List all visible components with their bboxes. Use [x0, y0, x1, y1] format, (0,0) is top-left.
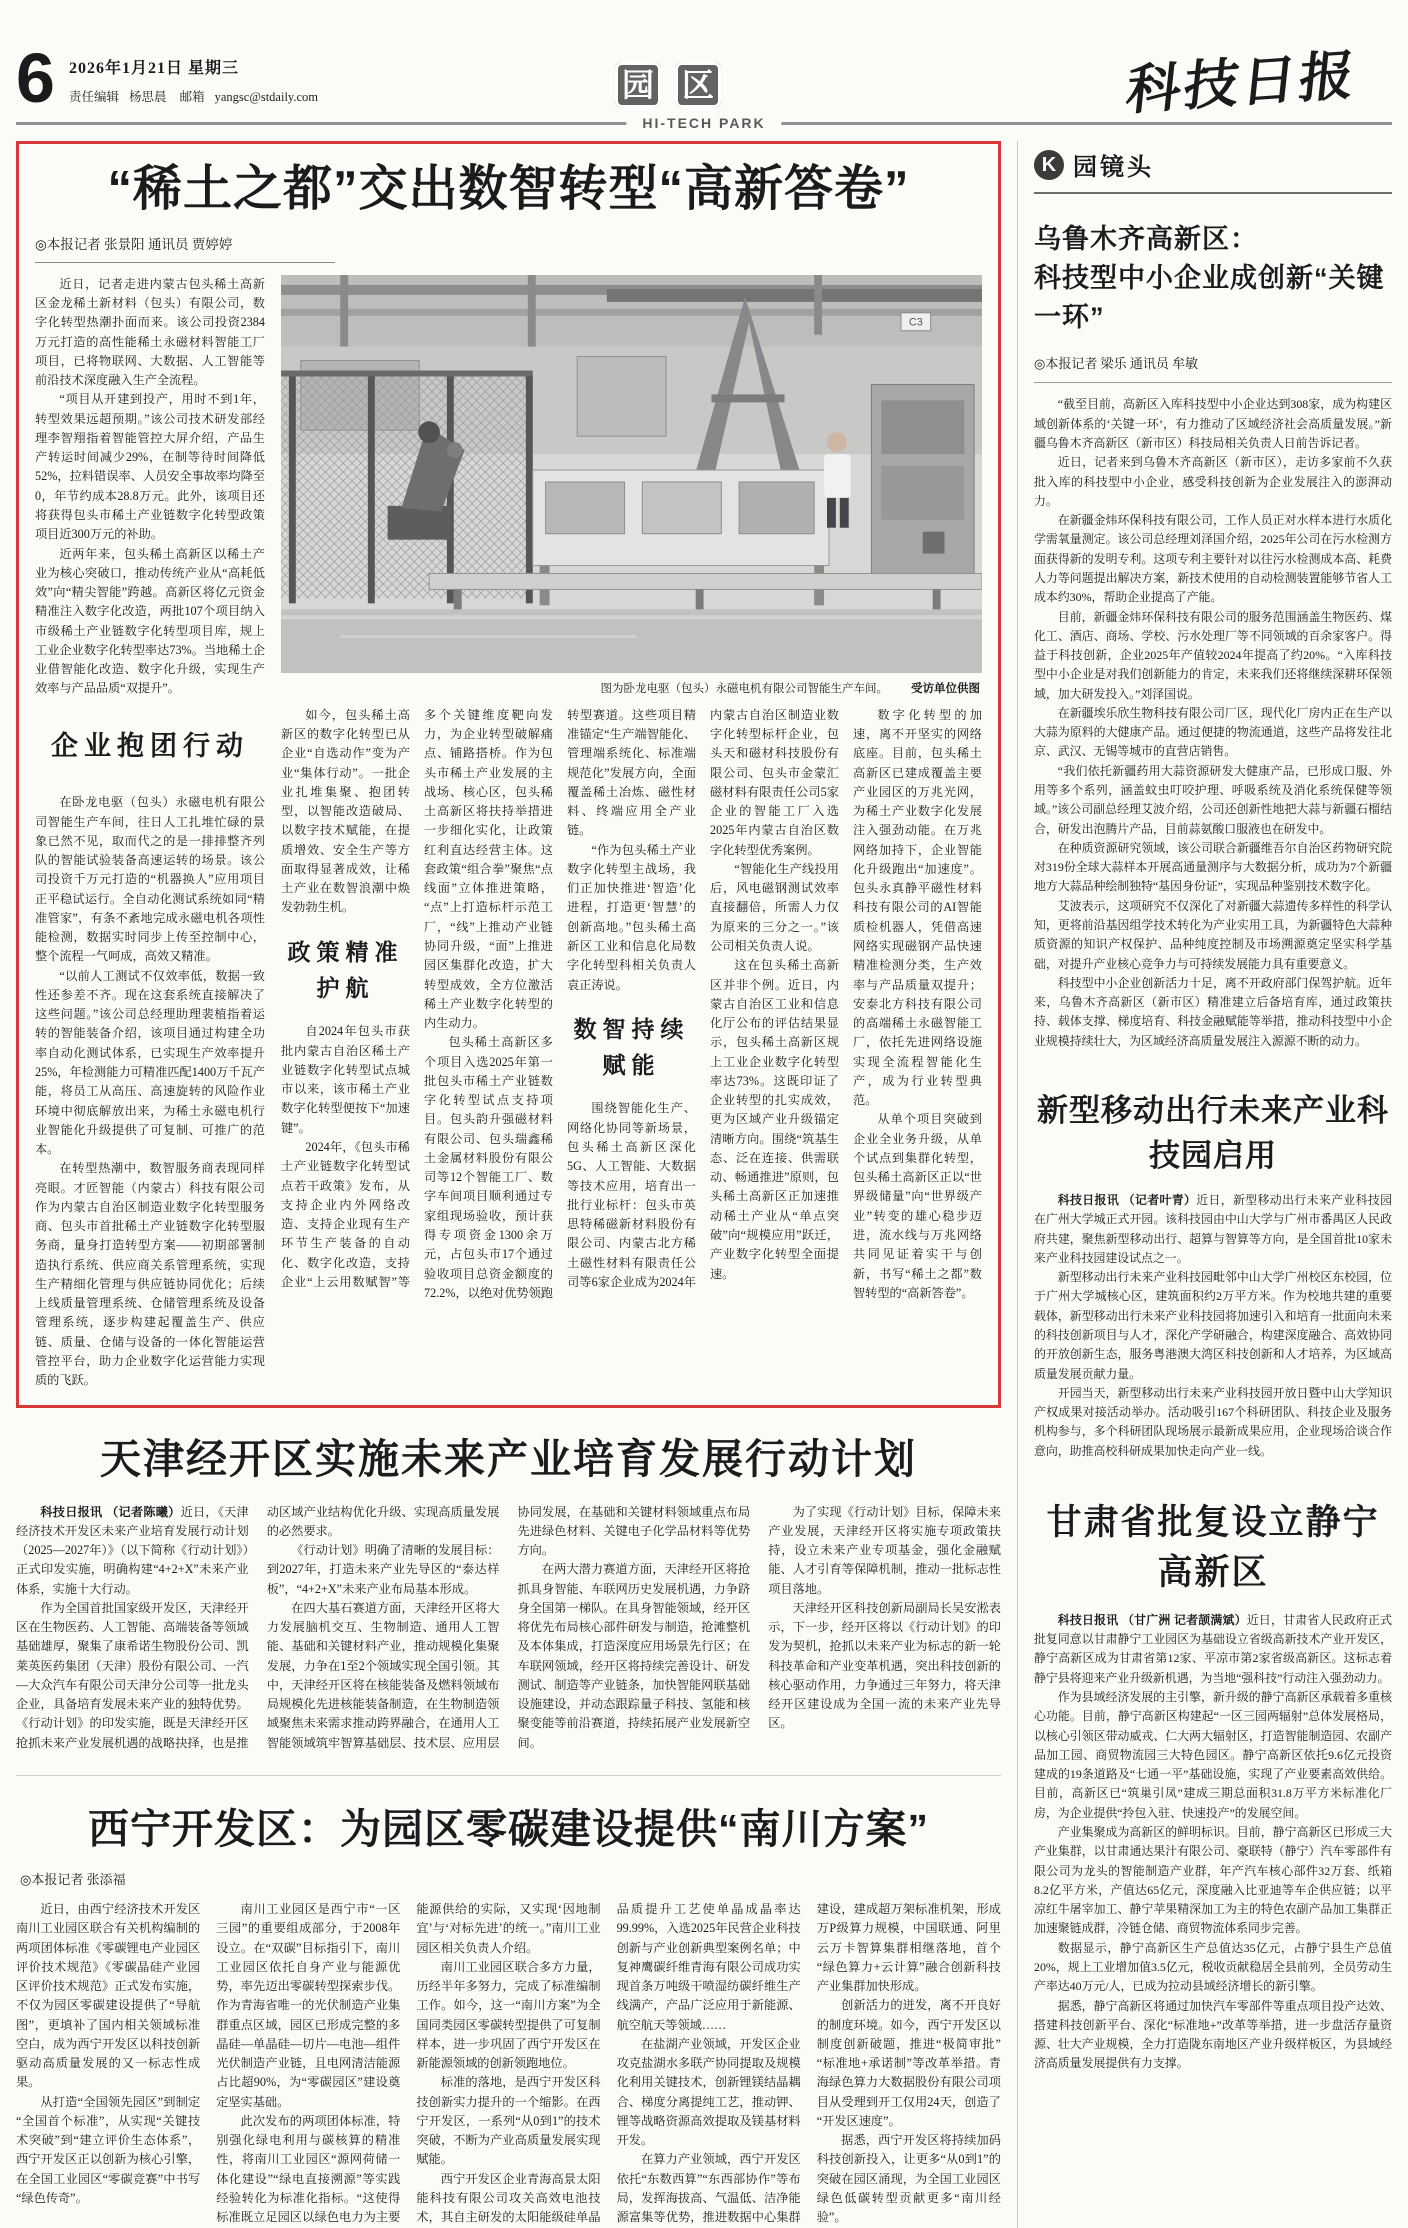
main-article-flow — [281, 706, 982, 1303]
photo-caption — [283, 680, 980, 696]
paragraph: 开园当天，新型移动出行未来产业科技园开放日暨中山大学知识产权成果对接活动举办。活动吸引167个科研团队、科技企业及服务机构参与，多个科研团队现场展示最新成果应用，企业现场洽谈合作意向，助推高校科研成果加快走向产业一线。 — [1034, 1385, 1392, 1458]
factory-photo — [281, 275, 982, 673]
mobility-headline: 新型移动出行未来产业科技园启用 — [1037, 1092, 1389, 1173]
urumqi-headline-line1: 乌鲁木齐高新区： — [1034, 224, 1258, 254]
k-circle-icon: K — [1034, 150, 1064, 180]
urumqi-story — [1034, 220, 1392, 1051]
paragraph: 围绕智能化生产、网络化协同等新场景，包头稀土高新区深化5G、人工智能、大数据等技术应用，培育出一批行业标杆：包头市英思特稀磁新材料股份有限公司、内蒙古北方稀土磁性材料有限责任公司等6家企业成为2024年内蒙古自治区制造业数字化转型标杆企业，包头天和磁材科技股份有限公司、包头市金蒙汇磁材料有限责任公司5家企业的智能工厂入选2025年内蒙古自治区数字化转型优秀案例。 — [567, 707, 839, 1289]
section-logo-char-2: 区 — [675, 62, 721, 108]
section-subhead: 数智持续赋能 — [573, 1015, 690, 1079]
paragraph: “智能化生产线投用后，风电磁钢测试效率直接翻倍，所需人力仅为原来的三分之一。”该公司相关负责人说。 — [710, 861, 839, 953]
paragraph: 科技日报讯 （记者叶青）近日，新型移动出行未来产业科技园在广州大学城正式开园。该科技园由中山大学与广州市番禺区人民政府共建，聚焦新型移动出行、超算与智算等方向，是全国首批10家未来产业科技园建设试点之一。 — [1034, 1192, 1392, 1265]
paragraph: 包头稀土高新区多个项目入选2025年第一批包头市稀土产业链数字化转型试点支持项目。包头韵升强磁材料有限公司、包头瑞鑫稀土金属材料股份有限公司等12个智能工厂、数字车间项目顺利通过专家组现场验收，预计获得专项资金1300余万元，占包头市17个通过验收项目总资金额度的72.2%，以绝对优势领跑转型赛道。这些项目精准锚定“生产端智能化、管理端系统化、标准端规范化”发展方向，全面覆盖稀土冶炼、磁性材料、终端应用全产业链。 — [424, 707, 696, 1300]
paragraph: 近两年来，包头稀土高新区以稀土产业为核心突破口，推动传统产业从“高耗低效”向“精尖智能”跨越。高新区将亿元资金精准注入数字化改造，两批107个项目纳入市级稀土产业链数字化转型项目库，规上工业企业数字化转型率达73%。当地稀土企业借智能化改造、数字化升级，实现生产效率与产品品质“双提升”。 — [35, 546, 265, 696]
urumqi-body — [1034, 395, 1392, 1051]
paragraph: 在转型热潮中，数智服务商表现同样亮眼。才匠智能（内蒙古）科技有限公司作为内蒙古自治区制造业数字化转型服务商、包头市首批稀土产业链数字化转型服务商，量身打造转型方案——初期部署制造执行系统、供应商关系管理系统，实现生产精细化管理与供应链协同优化；后续上线质量管理系统、仓储管理系统及设备管理系统，逐步构建起覆盖生产、供应链、质量、仓储与设备的一体化智能运营管控平台，助力企业数字化运营能力实现质的飞跃。 — [35, 1161, 265, 1388]
paragraph: 从打造“全国领先园区”到制定“全国首个标准”，从实现“关键技术突破”到“建立评价生态体系”，西宁开发区正以创新为核心引擎，在全国工业园区“零碳竞赛”中书写“绿色传奇”。 — [16, 2094, 201, 2205]
paragraph: 在两大潜力赛道方面，天津经开区将抢抓具身智能、车联网历史发展机遇，力争跻身全国第一梯队。在具身智能领域，经开区将优先布局核心部件研发与制造，抢滩整机及本体集成，打造深度应用场景先行区；在车联网领域，经开区将持续完善设计、研发测试、制造等产业链条，加快智能网联基础设施建设，并动态跟踪量子科技、氢能和核聚变能等前沿赛道，持续拓展产业发展新空间。 — [517, 1562, 751, 1750]
paragraph: 近日，由西宁经济技术开发区南川工业园区联合有关机构编制的两项团体标准《零碳锂电产业园区评价技术规范》《零碳晶硅产业园区评价技术规范》正式发布实施，不仅为园区零碳建设提供了“导航图”，更填补了国内相关领域标准空白，成为西宁开发区以科技创新驱动高质量发展的又一标志性成果。 — [16, 1901, 201, 2090]
paragraph: 创新活力的迸发，离不开良好的制度环境。如今，西宁开发区以制度创新破题，推进“极简审批”“标准地+承诺制”等改革举措。青海绿色算力大数据股份有限公司项目从受理到开工仅用24天，创造了“开发区速度”。 — [816, 1998, 1001, 2128]
header-rule — [16, 115, 1392, 131]
email-address: yangsc@stdaily.com — [214, 90, 318, 104]
tianjin-headline: 天津经开区实施未来产业培育发展行动计划 — [100, 1435, 917, 1482]
header-meta — [69, 55, 328, 108]
paragraph: 《行动计划》明确了清晰的发展目标：到2027年，打造未来产业先导区的“泰达样板”，“4+2+X”未来产业布局基本形成。 — [266, 1543, 500, 1596]
paragraph: 作为全国首批国家级开发区，天津经开区在生物医药、人工智能、高端装备等领域基础雄厚，聚集了康希诺生物股份公司、凯莱英医药集团（天津）股份有限公司、一汽—大众汽车有限公司天津分公司等一批龙头企业，具备培育发展未来产业的独特优势。《行动计划》的印发实施，既是天津经开区抢抓未来产业发展机遇的战略抉择，也是推动区域产业结构优化升级、实现高质量发展的必然要求。 — [16, 1504, 500, 1750]
paragraph: “作为包头稀土产业数字化转型主战场，我们正加快推进‘智造’化进程，打造更‘智慧’的创新高地。”包头稀土高新区工业和信息化局数字化转型科相关负责人袁正涛说。 — [567, 842, 696, 992]
main-photo-area — [281, 275, 982, 1391]
photo-caption-text: 图为卧龙电驱（包头）永磁电机有限公司智能生产车间。 — [600, 682, 888, 695]
paragraph: 南川工业园区联合多方力量，历经半年多努力，完成了标准编制工作。如今，这一“南川方案”为全国同类园区零碳转型提供了可复制样本，进一步巩固了西宁开发区在新能源领域的创新领跑地位。 — [416, 1959, 601, 2071]
paragraph: 从单个项目突破到企业全业务升级，从单个试点到集群化转型，包头稀土高新区正以“世界级储量”向“世界级产业”转变的雄心稳步迈进，流水线与万兆网络共同见证着实干与创新，书写“稀土之都”数智转型的“高新答卷”。 — [853, 1112, 982, 1300]
paragraph: 自2024年包头市获批内蒙古自治区稀土产业链数字化转型试点城市以来，该市稀土产业数字化转型便按下“加速键”。 — [281, 1024, 410, 1135]
right-rail — [1017, 141, 1392, 2228]
paragraph: “我们依托新疆药用大蒜资源研发大健康产品，已形成口服、外用等多个系列，涵盖蚊虫叮咬护理、呼吸系统及消化系统保健等领域。”该公司副总经理艾波介绍，公司还创新性地把大蒜与新疆石榴结合，研发出泡腾片产品，目前蒜氨酸口服液也在研发中。 — [1034, 763, 1392, 836]
gansu-body — [1034, 1611, 1392, 2074]
urumqi-byline: ◎本报记者 梁乐 通讯员 牟敏 — [1034, 353, 1392, 383]
section-name-en: HI-TECH PARK — [626, 115, 781, 131]
section-subhead: 政策精准护航 — [287, 938, 404, 1002]
paragraph: 据悉，西宁开发区将持续加码科技创新投入，让更多“从0到1”的突破在园区涌现，为全国工业园区绿色低碳转型贡献更多“南川经验”。 — [816, 2133, 1001, 2225]
paragraph: 如今，包头稀土高新区的数字化转型已从企业“自选动作”变为产业“集体行动”。一批企业扎堆集聚、抱团转型，以智能改造破局、以数字技术赋能，在提质增效、安全生产等方面取得显著成效，让稀土产业在数智浪潮中焕发勃勃生机。 — [281, 707, 410, 915]
section-logo — [608, 62, 728, 108]
paragraph: 新型移动出行未来产业科技园毗邻中山大学广州校区东校园，位于广州大学城核心区，建筑面积约2万平方米。作为校地共建的重要载体，新型移动出行未来产业科技园将加速引入和培育一批面向未来的科技创新项目与人才，深化产学研融合，构建深度融合、高效协同的开放创新生态，服务粤港澳大湾区科技创新和人才培养，为区域高质量发展贡献力量。 — [1034, 1270, 1392, 1381]
park-lens-label: 园镜头 — [1073, 154, 1154, 181]
paragraph: 在卧龙电驱（包头）永磁电机有限公司智能生产车间，往日人工扎堆忙碌的景象已然不见，取而代之的是一排排整齐列队的智能试验装备高速运转的场景。该公司投资千万元打造的“机器换人”应用项目正平稳试运行。全自动化测试系统如同“精准管家”，有条不紊地完成永磁电机各项性能检测，数据实时同步上传至控制中心，整个流程一气呵成，高效又精准。 — [35, 795, 265, 964]
urumqi-headline — [1034, 220, 1392, 337]
paragraph: “项目从开建到投产，用时不到1年，转型效果远超预期。”该公司技术研发部经理李智翔指着智能管控大屏介绍，产品生产转运时间减少29%，在制等待时间降低52%，拉料错误率、人员安全事故率均降至0，年节约成本28.8万元。此外，该项目还将获得包头市稀土产业链数字化转型政策项目近300万元的补助。 — [35, 392, 265, 542]
editor-name: 杨思晨 — [128, 90, 167, 104]
paragraph: 产业集聚成为高新区的鲜明标识。目前，静宁高新区已形成三大产业集群，以甘肃通达果汁有限公司、豪联特（静宁）汽车零部件有限公司为龙头的智能制造产业群，年产汽车核心部件32万套、纸箱8.2亿平方米，产值达65亿元，深度融入比亚迪等车企供应链；以平凉红牛屠宰加工、静宁苹果精深加工为主的特色农副产品加工集群正加速聚链成群，冷链仓储、商贸物流体系同步完善。 — [1034, 1825, 1392, 1936]
content-grid — [16, 141, 1392, 2228]
paragraph: 数字化转型的加速，离不开坚实的网络底座。目前，包头稀土高新区已建成覆盖主要产业园区的万兆光网，为稀土产业数字化发展注入强劲动能。在万兆网络加持下，企业智能化升级跑出“加速度”。包头永真静平磁性材料科技有限公司的AI智能质检机器人，凭借高速网络实现磁钢产品快速精准检测分类，生产效率与产品质量双提升；安泰北方科技有限公司的高端稀土永磁智能工厂，依托先进网络设施实现全流程智能化生产，成为行业转型典范。 — [853, 707, 982, 1108]
paragraph: “截至目前，高新区入库科技型中小企业达到308家，成为构建区域创新体系的‘关键一环’，有力推动了区域经济社会高质量发展。”新疆乌鲁木齐高新区（新市区）科技局相关负责人日前告诉记者。 — [1034, 397, 1392, 450]
header-left — [16, 38, 328, 117]
gansu-headline: 甘肃省批复设立静宁高新区 — [1046, 1502, 1380, 1592]
paragraph: 科技日报讯 （记者陈曦）近日，《天津经济技术开发区未来产业培育发展行动计划（2025—2027年）》（以下简称《行动计划》）正式印发实施，明确构建“4+2+X”未来产业体系，实施十大行动。 — [16, 1504, 249, 1596]
editor-line — [69, 87, 328, 105]
photo-credit: 受访单位供图 — [911, 682, 980, 695]
urumqi-headline-line2: 科技型中小企业成创新“关键一环” — [1034, 263, 1385, 333]
xining-headline: 西宁开发区：为园区零碳建设提供“南川方案” — [88, 1805, 929, 1852]
photo-sign-label: C3 — [908, 316, 923, 329]
editor-label: 责任编辑 — [68, 90, 119, 104]
xining-byline: ◎本报记者 张添福 — [20, 1871, 126, 1887]
paragraph: 南川工业园区是西宁市“一区三园”的重要组成部分，于2008年设立。在“双碳”目标指引下，南川工业园区依托自身产业与能源优势，率先迈出零碳转型探索步伐。作为青海省唯一的光伏制造产业集群重点区域，园区已形成完整的多晶硅—单晶硅—切片—电池—组件光伏制造产业链，且电网清洁能源占比超90%，为“零碳园区”建设奠定坚实基础。 — [216, 1901, 401, 2109]
park-lens-badge — [1034, 147, 1392, 194]
paragraph: 目前，新疆金炜环保科技有限公司的服务范围涵盖生物医药、煤化工、酒店、商场、学校、污水处理厂等不同领域的百余家客户。得益于科技创新，企业2025年产值较2024年提高了约20%。“入库科技型中小企业是对我们创新能力的肯定，未来我们还将继续深耕环保领域，加大研发投入。”刘泽国说。 — [1034, 609, 1392, 701]
section-subhead: 企业抱团行动 — [51, 730, 249, 761]
paragraph: 此次发布的两项团体标准，特别强化绿电利用与碳核算的精准性，将南川工业园区“源网荷储一体化建设”“绿电直接溯源”等实践经验转化为标准化指标。“这使得标准既立足园区以绿色电力为主要能源供给的实际，又实现‘因地制宜’与‘对标先进’的统一。”南川工业园区相关负责人介绍。 — [216, 1901, 601, 2225]
paragraph: 作为县域经济发展的主引擎，新升级的静宁高新区承载着多重核心功能。目前，静宁高新区构建起“一区三园两辐射”总体发展格局，以核心引领区带动威戎、仁大两大辐射区，打造智能制造园、农副产品加工园、商贸物流园三大特色园区。静宁高新区依托9.6亿元投资建成的19条道路及“七通一平”基础设施，实现了产业要素高效供给。目前，高新区已“筑巢引凤”建成三期总面积31.8万平方米标准化厂房，为企业提供“拎包入驻、快速投产”的发展空间。 — [1034, 1690, 1392, 1820]
main-byline: ◎本报记者 张景阳 通讯员 贾婷婷 — [35, 233, 335, 263]
mobility-story — [1034, 1085, 1392, 1461]
paragraph: 在算力产业领域，西宁开发区依托“东数西算”“东西部协作”等布局，发挥海拔高、气温低、洁净能源富集等优势，推进数据中心集群建设，建成超万架标准机架，形成万P级算力规模，中国联通、阿里云万卡智算集群相继落地，首个“绿色算力+云计算”融合创新科技产业集群加快形成。 — [616, 1901, 1001, 2225]
main-area — [16, 141, 1001, 2228]
paragraph: 近日，记者来到乌鲁木齐高新区（新市区），走访多家前不久获批入库的科技型中小企业，感受科技创新为企业发展注入的澎湃动力。 — [1034, 455, 1392, 508]
paragraph: 近日，记者走进内蒙古包头稀土高新区金龙稀土新材料（包头）有限公司，数字化转型热潮扑面而来。该公司投资2384万元打造的高性能稀土永磁材料智能工厂项目，已将物联网、大数据、人工智能等前沿技术深度融入生产全流程。 — [35, 276, 265, 388]
paragraph: 在种质资源研究领域，该公司联合新疆维吾尔自治区药物研究院对319份全球大蒜样本开展高通量测序与大数据分析，成功为7个新疆地方大蒜品种绘制独特“基因身份证”，实现品种鉴别技术数字化。 — [1034, 840, 1392, 894]
paragraph: 标准的落地，是西宁开发区科技创新实力提升的一个缩影。在西宁开发区，一系列“从0到1”的技术突破，不断为产业高质量发展实现赋能。 — [416, 2075, 601, 2167]
section-logo-char-1: 园 — [615, 62, 661, 108]
main-left-column — [35, 275, 265, 1391]
paragraph: 这在包头稀土高新区并非个例。近日，内蒙古自治区工业和信息化厅公布的评估结果显示，包头稀土高新区规上工业企业数字化转型率达73%。这既印证了企业转型的扎实成效，更为区域产业升级锚定清晰方向。围绕“筑基生态、泛在连接、供需联动、畅通推进”原则，包头稀土高新区正加速推动稀土产业从“单点突破”向“规模应用”跃迁，产业数字化转型全面提速。 — [710, 958, 839, 1281]
tianjin-body — [16, 1503, 1001, 1753]
paragraph: 科技型中小企业创新活力十足，离不开政府部门保驾护航。近年来，乌鲁木齐高新区（新市区）精准建立后备培育库，通过政策扶持、载体支撑、梯度培育、科技金融赋能等举措，推动科技型中小企业规模持续壮大，为区域经济高质量发展注入源源不断的动力。 — [1034, 975, 1392, 1048]
main-story-layout — [35, 275, 982, 1391]
main-headline: “稀土之都”交出数智转型“高新答卷” — [107, 162, 910, 216]
paragraph: “以前人工测试不仅效率低，数据一致性还参差不齐。现在这套系统直接解决了这些问题。”该公司总经理助理裴植指着运转的智能装备介绍，该项目通过构建全功率自动化测试体系，已实现生产效率提升25%，年检测能力可精准匹配1400万千瓦产能，将员工从高压、高速旋转的风险作业环境中彻底解放出来，为稀土永磁电机行业智能化升级提供了可复制、可推广的范本。 — [35, 968, 265, 1157]
xining-story — [16, 1775, 1001, 2228]
paragraph: 天津经开区科技创新局副局长吴安淞表示，下一步，经开区将以《行动计划》的印发为契机，抢抓以未来产业为标志的新一轮科技革命和产业变革机遇，突出科技创新的核心驱动作用，力争通过三年努力，将天津经开区建设成为全国一流的未来产业先导区。 — [768, 1600, 1001, 1731]
gansu-story — [1034, 1495, 1392, 2074]
tianjin-story — [16, 1426, 1001, 1753]
paragraph: 科技日报讯 （甘广洲 记者颉满斌）近日，甘肃省人民政府正式批复同意以甘肃静宁工业园区为基础设立省级高新技术产业开发区，静宁高新区成为甘肃省第12家、平凉市第2家省级高新区。这标志着静宁县将迎来产业升级新机遇，为当地“强科技”行动注入强劲动力。 — [1034, 1612, 1392, 1685]
paragraph: 在四大基石赛道方面，天津经开区将大力发展脑机交互、生物制造、通用人工智能、基础和关键材料产业，推动规模化集聚发展，力争在1至2个领域实现全国引领。其中，天津经开区将在核能装备及燃料领域布局规模化先进核能装备制造，在生物制造领域聚焦未来需求推动跨界融合，在通用人工智能领域筑牢智算基础层、技术层、应用层协同发展，在基础和关键材料领域重点布局先进绿色材料、关键电子化学品材料等优势方向。 — [266, 1504, 751, 1750]
page-number: 6 — [16, 38, 55, 117]
paragraph: 在新疆金炜环保科技有限公司，工作人员正对水样本进行水质化学需氧量测定。该公司总经理刘泽国介绍，2025年公司在污水检测方面获得新的发明专利。这项专利主要针对以往污水检测成本高、耗费人力等问题提出解决方案，新技术使用的自动检测装置能够节省人工成本约30%，帮助企业提高了产能。 — [1034, 513, 1392, 605]
paragraph: 数据显示，静宁高新区生产总值达35亿元，占静宁县生产总值20%，规上工业增加值3.5亿元，税收贡献稳居全县前列，全员劳动生产率达40万元/人，已成为拉动县域经济增长的新引擎。 — [1034, 1940, 1392, 1994]
paragraph: 艾波表示，这项研究不仅深化了对新疆大蒜遗传多样性的科学认知，更将前沿基因组学技术转化为产业实用工具，为新疆特色大蒜种质资源的知识产权保护、品种纯度控制及市场溯源奠定坚实科学基础，对提升产业核心竞争力与可持续发展能力具有重要意义。 — [1034, 898, 1392, 971]
paragraph: 西宁开发区企业青海高景太阳能科技有限公司攻关高效电池技术，其自主研发的太阳能级硅单晶品质提升工艺使单晶成晶率达99.99%，入选2025年民营企业科技创新与产业创新典型案例名单；中复神鹰碳纤维青海有限公司成功实现首条万吨级干喷湿纺碳纤维生产线满产，产品广泛应用于新能源、航空航天等领域…… — [416, 1901, 801, 2225]
xining-body — [16, 1900, 1001, 2228]
newspaper-masthead: 科技日报 — [1123, 42, 1361, 123]
paragraph: 在新疆埃乐欣生物科技有限公司厂区，现代化厂房内正在生产以大蒜为原料的大健康产品。通过便捷的物流通道，这些产品将发往北京、武汉、无锡等城市的直营店销售。 — [1034, 705, 1392, 759]
main-story-box — [16, 141, 1001, 1408]
paragraph: 据悉，静宁高新区将通过加快汽车零部件等重点项目投产达效、搭建科技创新平台、深化“标准地+”改革等举措，进一步盘活存量资源、壮大产业规模，全力打造陇东南地区产业升级样板区，为县域经济高质量发展提供有力支撑。 — [1034, 1998, 1392, 2071]
mailbox-label: 邮箱 — [179, 90, 205, 104]
paragraph: 在盐湖产业领域，开发区企业攻克盐湖水多联产协同提取及规模化利用关键技术，创新锂镁结晶耦合、梯度分离提纯工艺，推动钾、锂等战略资源高效提取及镁基材料开发。 — [616, 2036, 801, 2148]
mobility-body — [1034, 1191, 1392, 1461]
issue-date: 2026年1月21日 星期三 — [68, 60, 239, 77]
paragraph: 为了实现《行动计划》目标，保障未来产业发展，天津经开区将实施专项政策扶持，设立未来产业专项基金，强化金融赋能、人才引育等保障机制，推动一批标志性项目落地。 — [768, 1504, 1001, 1596]
paragraph: 2024年，《包头市稀土产业链数字化转型试点若干政策》发布，从支持企业内外网络改造、支持企业现有生产环节生产装备的自动化、数字化改造，支持企业“上云用数赋智”等多个关键维度靶向发力，为企业转型破解痛点、铺路搭桥。作为包头市稀土产业发展的主战场、核心区，包头稀土高新区将扶持举措进一步细化实化，让政策红利直达经营主体。这套政策“组合拳”聚焦“点线面”立体推进策略，“点”上打造标杆示范工厂，“线”上推动产业链协同升级，“面”上推进园区集群化改造，扩大转型成效，全方位激活稀土产业数字化转型的内生动力。 — [281, 707, 553, 1289]
